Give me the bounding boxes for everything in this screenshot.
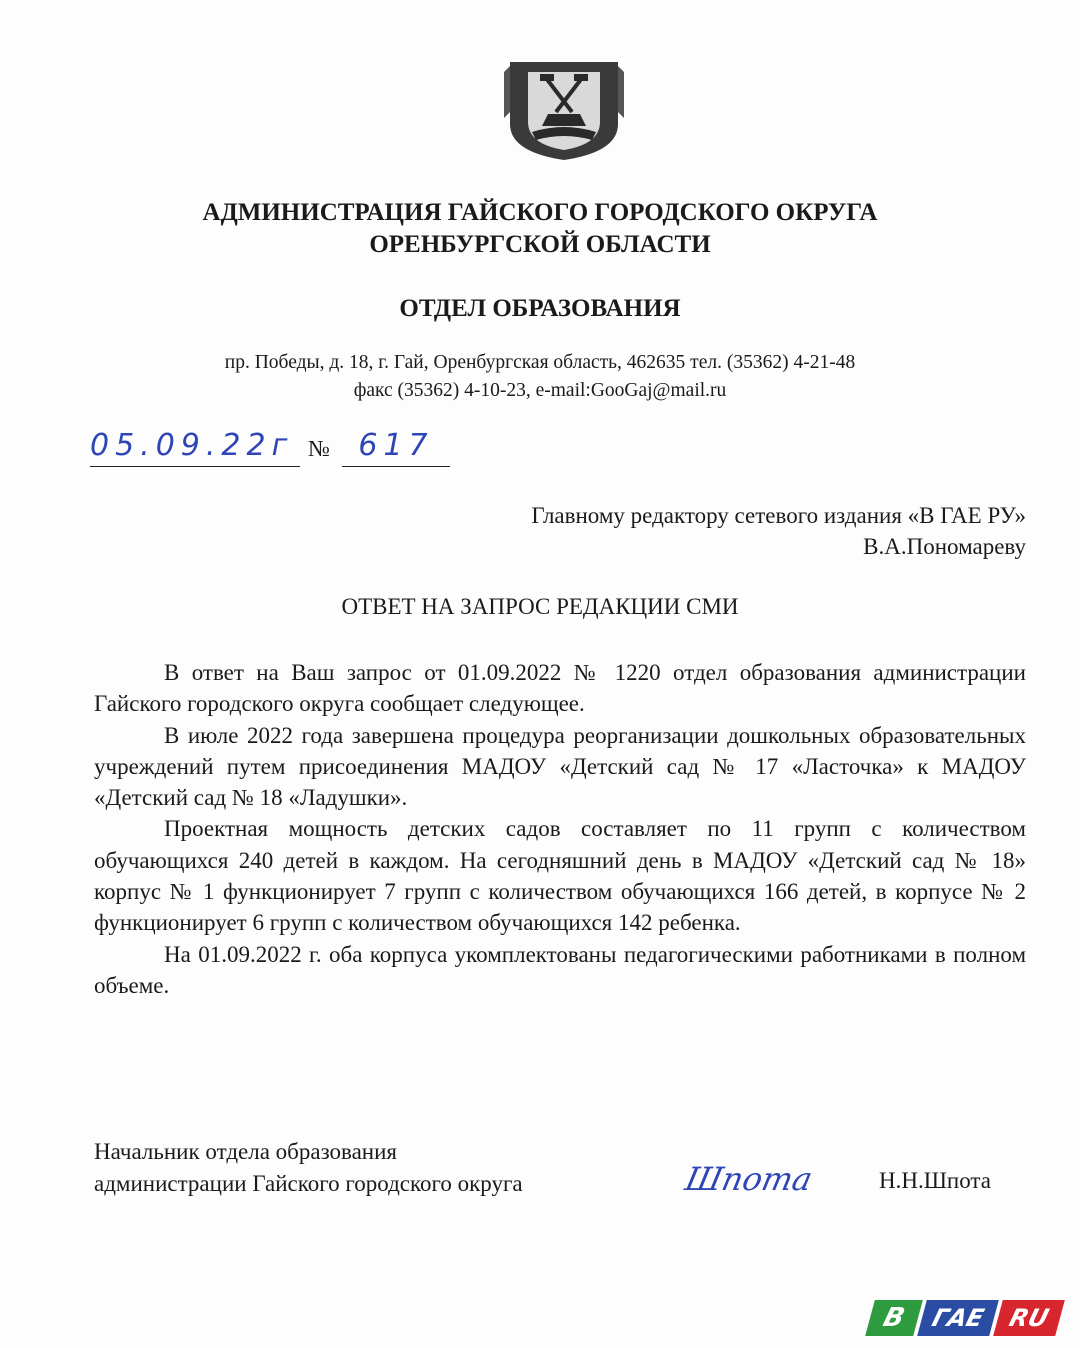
recipient-line2: В.А.Пономареву — [863, 534, 1026, 559]
reg-number: 617 — [358, 428, 434, 463]
document-title: ОТВЕТ НА ЗАПРОС РЕДАКЦИИ СМИ — [341, 594, 739, 619]
reg-date: 05.09.22г — [90, 428, 294, 463]
reg-date-field — [90, 428, 300, 467]
signatory-position — [94, 1136, 523, 1200]
handwritten-signature: Шпота — [681, 1160, 816, 1198]
reg-number-field — [342, 428, 450, 467]
org-name-line1: АДМИНИСТРАЦИЯ ГАЙСКОГО ГОРОДСКОГО ОКРУГА — [202, 199, 878, 226]
watermark-part-v: В — [865, 1300, 923, 1336]
paragraph: В ответ на Ваш запрос от 01.09.2022 № 1220 отдел образования администрации Гайского городского округа сообщает следующее. — [94, 660, 1026, 717]
department-name: ОТДЕЛ ОБРАЗОВАНИЯ — [399, 295, 681, 322]
recipient — [531, 500, 1026, 562]
letter-body — [94, 657, 1026, 1001]
paragraph: На 01.09.2022 г. оба корпуса укомплектованы педагогическими работниками в полном объеме. — [94, 941, 1026, 998]
position-line2: администрации Гайского городского округа — [94, 1171, 523, 1196]
watermark-part-ru: RU — [993, 1300, 1065, 1336]
coat-of-arms — [500, 52, 628, 164]
recipient-line1: Главному редактору сетевого издания «В ГАЕ РУ» — [531, 503, 1026, 528]
position-line1: Начальник отдела образования — [94, 1139, 397, 1164]
signatory-name: Н.Н.Шпота — [879, 1168, 991, 1193]
address-line1: пр. Победы, д. 18, г. Гай, Оренбургская область, 462635 тел. (35362) 4-21-48 — [224, 352, 856, 373]
address-line2: факс (35362) 4-10-23, e-mail:GooGaj@mail.ru — [353, 380, 727, 401]
paragraph: В июле 2022 года завершена процедура реорганизации дошкольных образовательных учреждений путем присоединения МАДОУ «Детский сад № 17 «Ласточка» к МАДОУ «Детский сад № 18 «Ладушки». — [94, 722, 1026, 811]
watermark-logo — [870, 1300, 1060, 1336]
paragraph: Проектная мощность детских садов составляет по 11 групп с количеством обучающихся 240 детей в каждом. На сегодняшний день в МАДОУ «Детский сад № 18» корпус № 1 функционирует 7 групп с количеством обучающихся 166 детей, в корпусе № 2 функционирует 6 групп с количеством обучающихся 142 ребенка. — [94, 816, 1026, 936]
coat-of-arms-icon — [500, 52, 628, 164]
reg-number-sign: № — [308, 436, 330, 461]
watermark-part-gae: ГАЕ — [917, 1300, 999, 1336]
org-name-line2: ОРЕНБУРГСКОЙ ОБЛАСТИ — [369, 231, 711, 258]
